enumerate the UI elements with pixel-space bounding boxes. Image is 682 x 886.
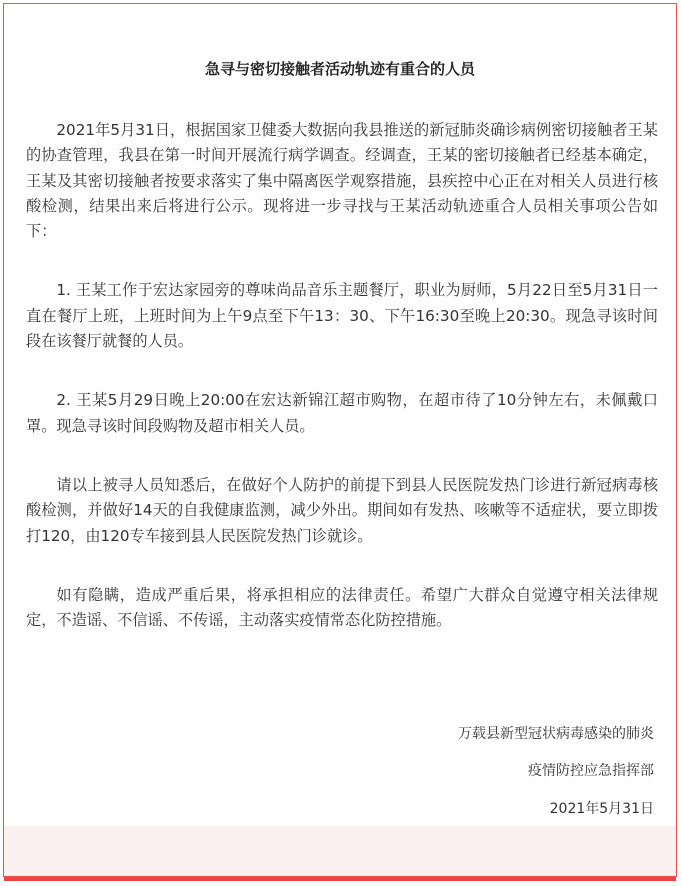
signature-issuer-line2: 疫情防控应急指挥部 <box>528 763 654 779</box>
notice-title: 急寻与密切接触者活动轨迹有重合的人员 <box>204 60 475 78</box>
notice-frame <box>3 3 677 877</box>
footer-accent-line <box>4 877 676 881</box>
signature-date: 2021年5月31日 <box>549 801 654 817</box>
paragraph-intro: 2021年5月31日，根据国家卫健委大数据向我县推送的新冠肺炎确诊病例密切接触者王某的协查管理，我县在第一时间开展流行病学调查。经调查，王某的密切接触者已经基本确定，王某及其密切接触者按要求落实了集中隔离医学观察措施，县疾控中心正在对相关人员进行核酸检测，结果出来后将进行公示。现将进一步寻找与王某活动轨迹重合人员相关事项公告如下： <box>26 121 658 241</box>
notice-body <box>26 118 658 667</box>
paragraph-item-1: 1. 王某工作于宏达家园旁的尊味尚品音乐主题餐厅，职业为厨师，5月22日至5月31日一直在餐厅上班，上班时间为上午9点至下午13：30、下午16:30至晚上20:30。现急寻该时间段在该餐厅就餐的人员。 <box>26 281 658 351</box>
paragraph-item-2: 2. 王某5月29日晚上20:00在宏达新锦江超市购物，在超市待了10分钟左右，未佩戴口罩。现急寻该时间段购物及超市相关人员。 <box>26 391 658 435</box>
paragraph-instructions: 请以上被寻人员知悉后，在做好个人防护的前提下到县人民医院发热门诊进行新冠病毒核酸检测，并做好14天的自我健康监测，减少外出。期间如有发热、咳嗽等不适症状，要立即拨打120，由120专车接到县人民医院发热门诊就诊。 <box>26 475 658 545</box>
signature-issuer-line1: 万载县新型冠状病毒感染的肺炎 <box>458 726 654 742</box>
footer-band <box>4 826 676 876</box>
paragraph-warning: 如有隐瞒，造成严重后果，将承担相应的法律责任。希望广大群众自觉遵守相关法律规定，不造谣、不信谣、不传谣，主动落实疫情常态化防控措施。 <box>26 585 658 630</box>
